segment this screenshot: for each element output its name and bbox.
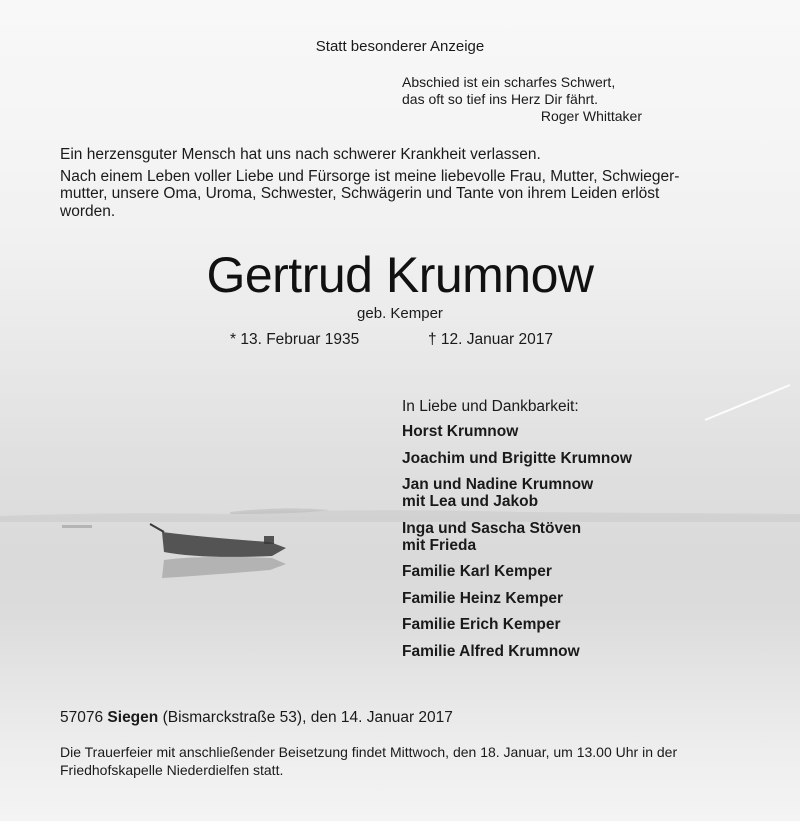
mourner-name: Joachim und Brigitte Krumnow — [402, 449, 632, 467]
street-date: (Bismarckstraße 53), den 14. Januar 2017 — [162, 709, 453, 726]
intro-line: Nach einem Leben voller Liebe und Fürsorge ist meine liebevolle Frau, Mutter, Schwieger- — [60, 167, 680, 185]
mourners-block — [402, 397, 722, 669]
birth-date: * 13. Februar 1935 — [230, 331, 360, 348]
header-title: Statt besonderer Anzeige — [315, 38, 485, 55]
funeral-info — [60, 743, 760, 779]
intro-paragraph: Ein herzensguter Mensch hat uns nach schwerer Krankheit verlassen. — [60, 146, 541, 163]
mourner-name: Familie Erich Kemper — [402, 616, 561, 633]
mourner-name: Inga und Sascha Stöven — [402, 519, 582, 537]
mourners-list — [402, 423, 722, 660]
maiden-name: geb. Kemper — [357, 305, 443, 322]
deceased-name: Gertrud Krumnow — [206, 247, 594, 303]
mourner-name: Familie Heinz Kemper — [402, 589, 564, 607]
mourner-name: mit Frieda — [402, 536, 477, 554]
place-date-line — [60, 709, 453, 727]
city: Siegen — [107, 709, 159, 726]
mourner-name: Horst Krumnow — [402, 423, 519, 440]
mourner-name: Jan und Nadine Krumnow — [402, 476, 594, 493]
intro-line: mutter, unsere Oma, Uroma, Schwester, Schwägerin und Tante von ihrem Leiden erlöst — [60, 185, 660, 202]
mourners-intro: In Liebe und Dankbarkeit: — [402, 398, 579, 415]
quote-line: Abschied ist ein scharfes Schwert, — [402, 74, 616, 90]
mourner-name: Familie Karl Kemper — [402, 563, 552, 580]
mourner-name: Familie Alfred Krumnow — [402, 642, 580, 660]
intro-paragraph — [60, 168, 750, 221]
intro-text — [60, 146, 750, 224]
quote-block — [402, 74, 662, 125]
mourner-name: mit Lea und Jakob — [402, 493, 539, 510]
quote-line: das oft so tief ins Herz Dir fährt. — [402, 91, 599, 107]
death-date: † 12. Januar 2017 — [428, 331, 553, 348]
quote-author: Roger Whittaker — [540, 108, 642, 124]
funeral-line: Friedhofskapelle Niederdielfen statt. — [60, 762, 284, 778]
funeral-line: Die Trauerfeier mit anschließender Beisetzung findet Mittwoch, den 18. Januar, um 13.00 Uhr in der — [60, 744, 678, 760]
intro-line: worden. — [60, 202, 116, 220]
postal-code: 57076 — [60, 709, 104, 726]
